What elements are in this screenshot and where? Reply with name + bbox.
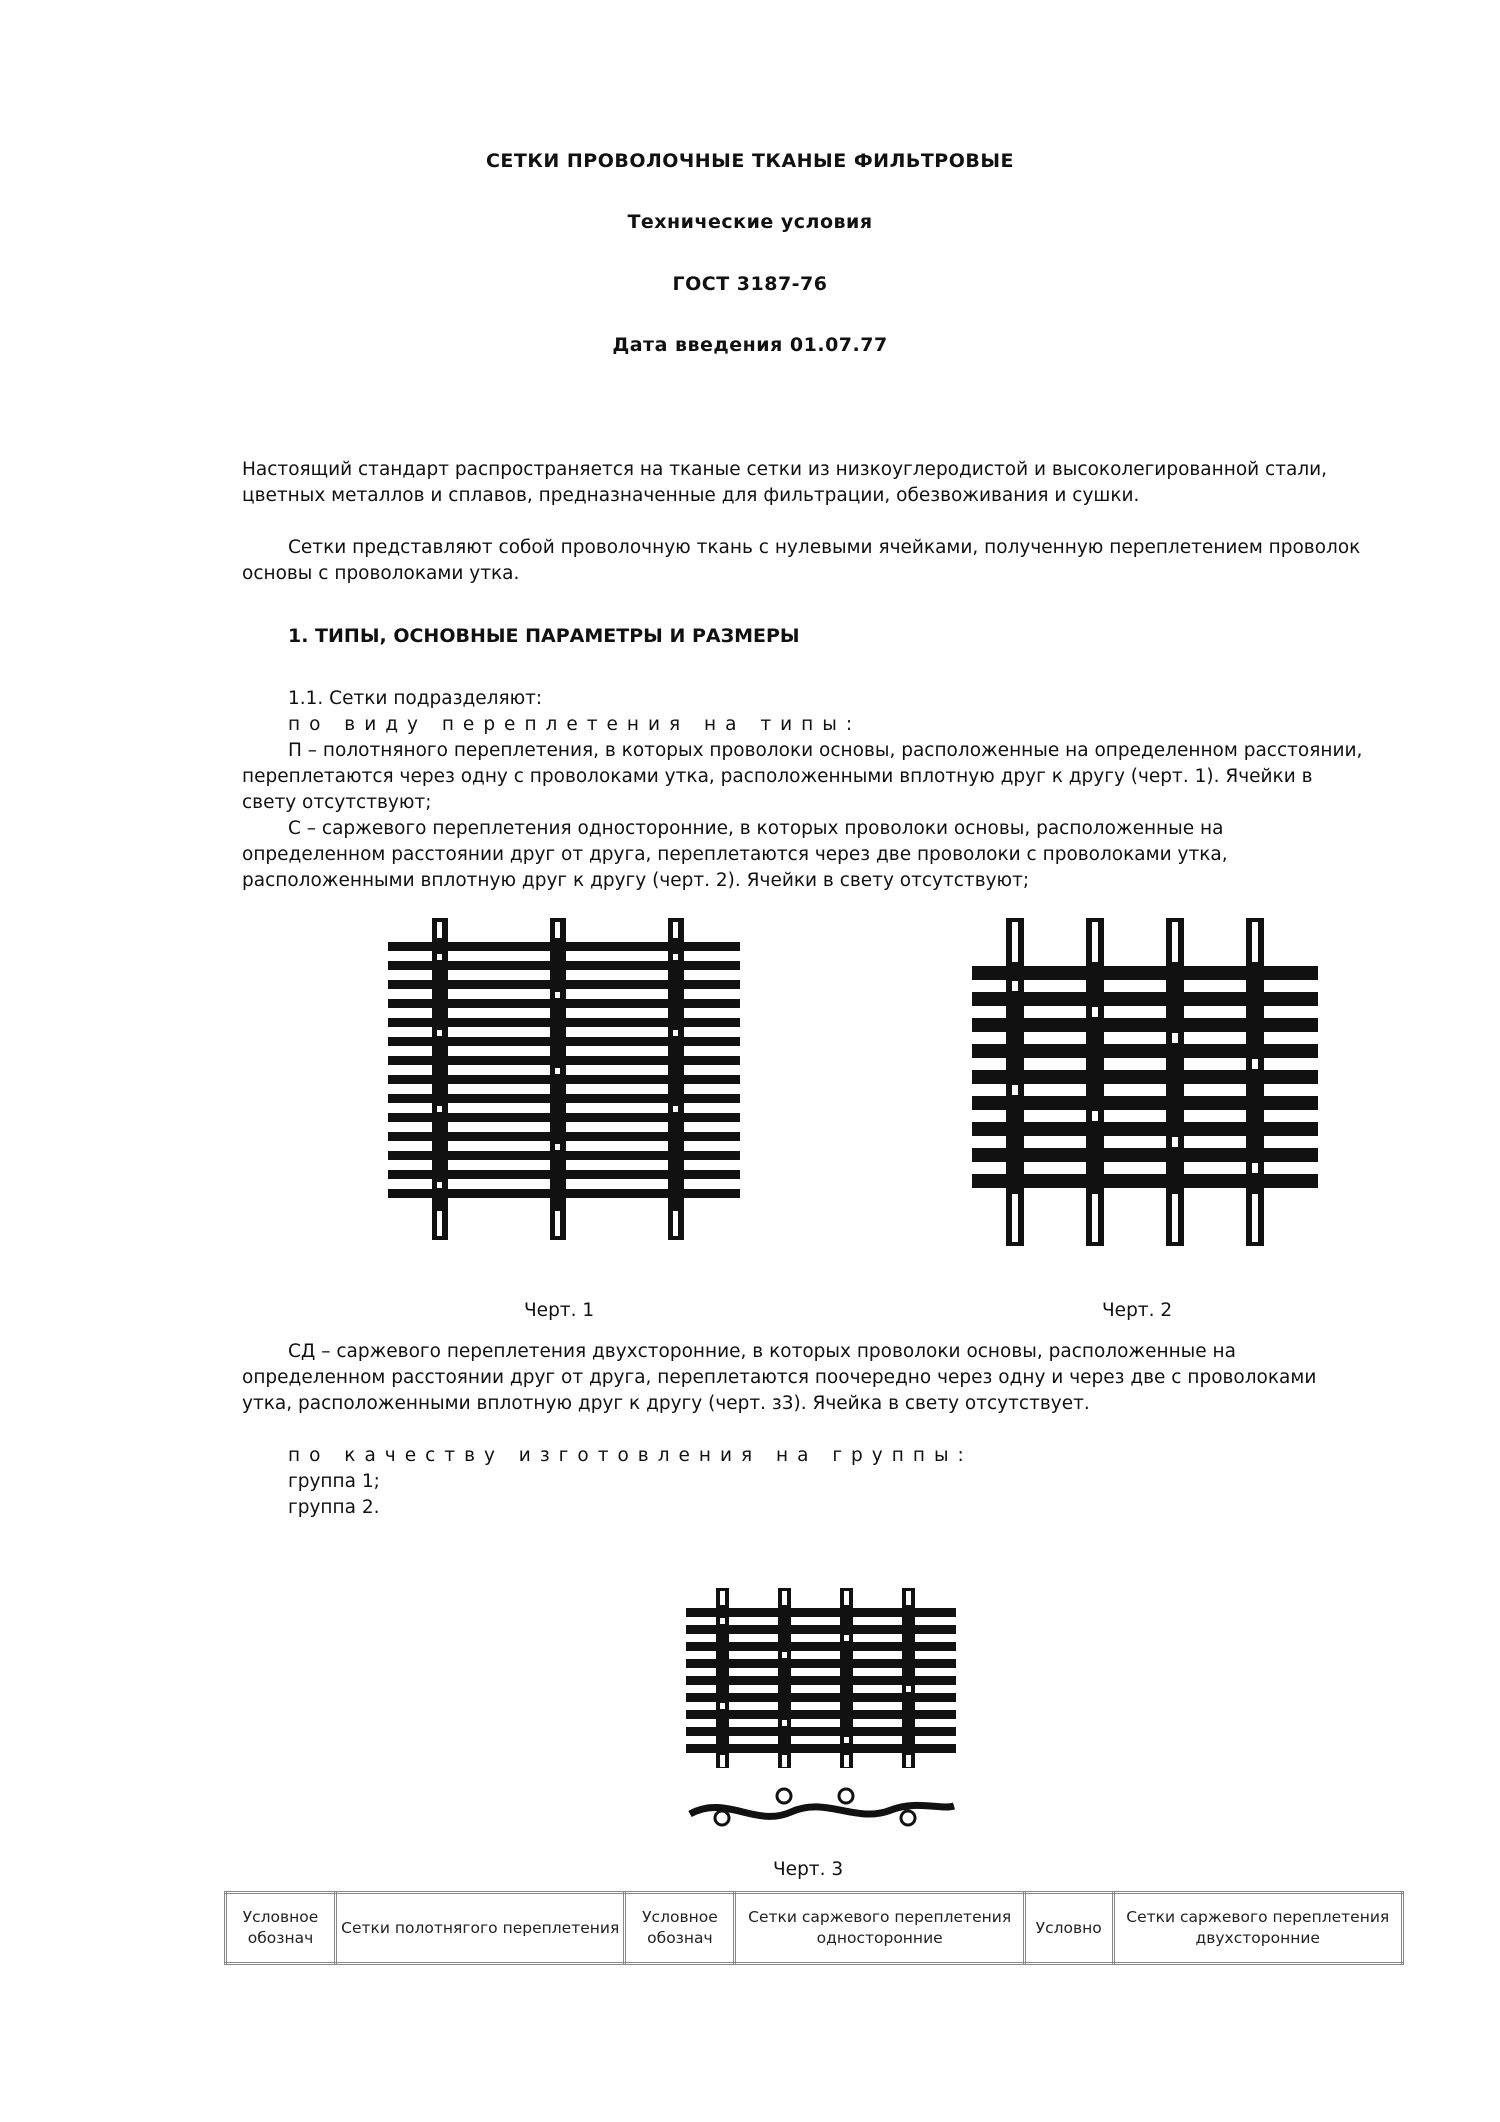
doc-title: СЕТКИ ПРОВОЛОЧНЫЕ ТКАНЫЕ ФИЛЬТРОВЫЕ <box>485 150 1015 172</box>
clause-1-1: 1.1. Сетки подразделяют: <box>288 688 543 709</box>
group-2-item: группа 2. <box>288 1497 380 1518</box>
intro-paragraph-2: Сетки представляют собой проволочную ткань с нулевыми ячейками, полученную переплетением проволок основы с проволоками утка. <box>242 537 1361 584</box>
doc-date: Дата введения 01.07.77 <box>612 334 888 356</box>
mesh-types-table <box>224 1891 1404 1965</box>
table-header-cell: Условное обознач <box>625 1893 735 1964</box>
group-1-item: группа 1; <box>288 1471 380 1492</box>
table-header-cell: Сетки саржевого переплетения двухсторонние <box>1113 1893 1402 1964</box>
figure-1-plain-weave <box>388 918 740 1240</box>
figure-2-twill-weave <box>972 918 1318 1246</box>
type-c-description: С – саржевого переплетения односторонние, в которых проволоки основы, расположенные на определенном расстоянии друг от друга, переплетаются через две проволоки с проволоками утка, расположенными вплотную друг к другу (черт. 2). Ячейки в свету отсутствуют; <box>242 818 1228 891</box>
table-header-cell: Условно <box>1024 1893 1113 1964</box>
table-header-cell: Условное обознач <box>226 1893 336 1964</box>
type-cd-description: СД – саржевого переплетения двухсторонние, в которых проволоки основы, расположенные на определенном расстоянии друг от друга, переплетаются поочередно через одну и через две с проволоками утка, расположенными вплотную друг к другу (черт. з3). Ячейка в свету отсутствует. <box>242 1341 1317 1414</box>
table-header-row <box>226 1893 1403 1964</box>
doc-gost-number: ГОСТ 3187-76 <box>672 273 828 295</box>
table-header-cell: Сетки саржевого переплетения односторонние <box>735 1893 1024 1964</box>
figure-3-caption: Черт. 3 <box>773 1859 844 1880</box>
type-p-description: П – полотняного переплетения, в которых проволоки основы, расположенные на определенном расстоянии, переплетаются через одну с проволоками утка, расположенными вплотную друг к другу (черт. 1). Ячейки в свету отсутствуют; <box>242 740 1363 813</box>
doc-subtitle: Технические условия <box>627 211 873 233</box>
table-header-cell: Сетки полотнягого переплетения <box>336 1893 625 1964</box>
clause-by-quality: по качеству изготовления на группы: <box>288 1445 973 1466</box>
intro-paragraph-1: Настоящий стандарт распространяется на тканые сетки из низкоуглеродистой и высоколегированной стали, цветных металлов и сплавов, предназначенные для фильтрации, обезвоживания и сушки. <box>242 459 1328 506</box>
clause-by-weave: по виду переплетения на типы: <box>288 714 862 735</box>
figure-3-double-twill-weave <box>686 1588 956 1832</box>
figure-1-caption: Черт. 1 <box>524 1300 595 1321</box>
section-1-heading: 1. ТИПЫ, ОСНОВНЫЕ ПАРАМЕТРЫ И РАЗМЕРЫ <box>288 625 800 647</box>
figure-2-caption: Черт. 2 <box>1102 1300 1173 1321</box>
